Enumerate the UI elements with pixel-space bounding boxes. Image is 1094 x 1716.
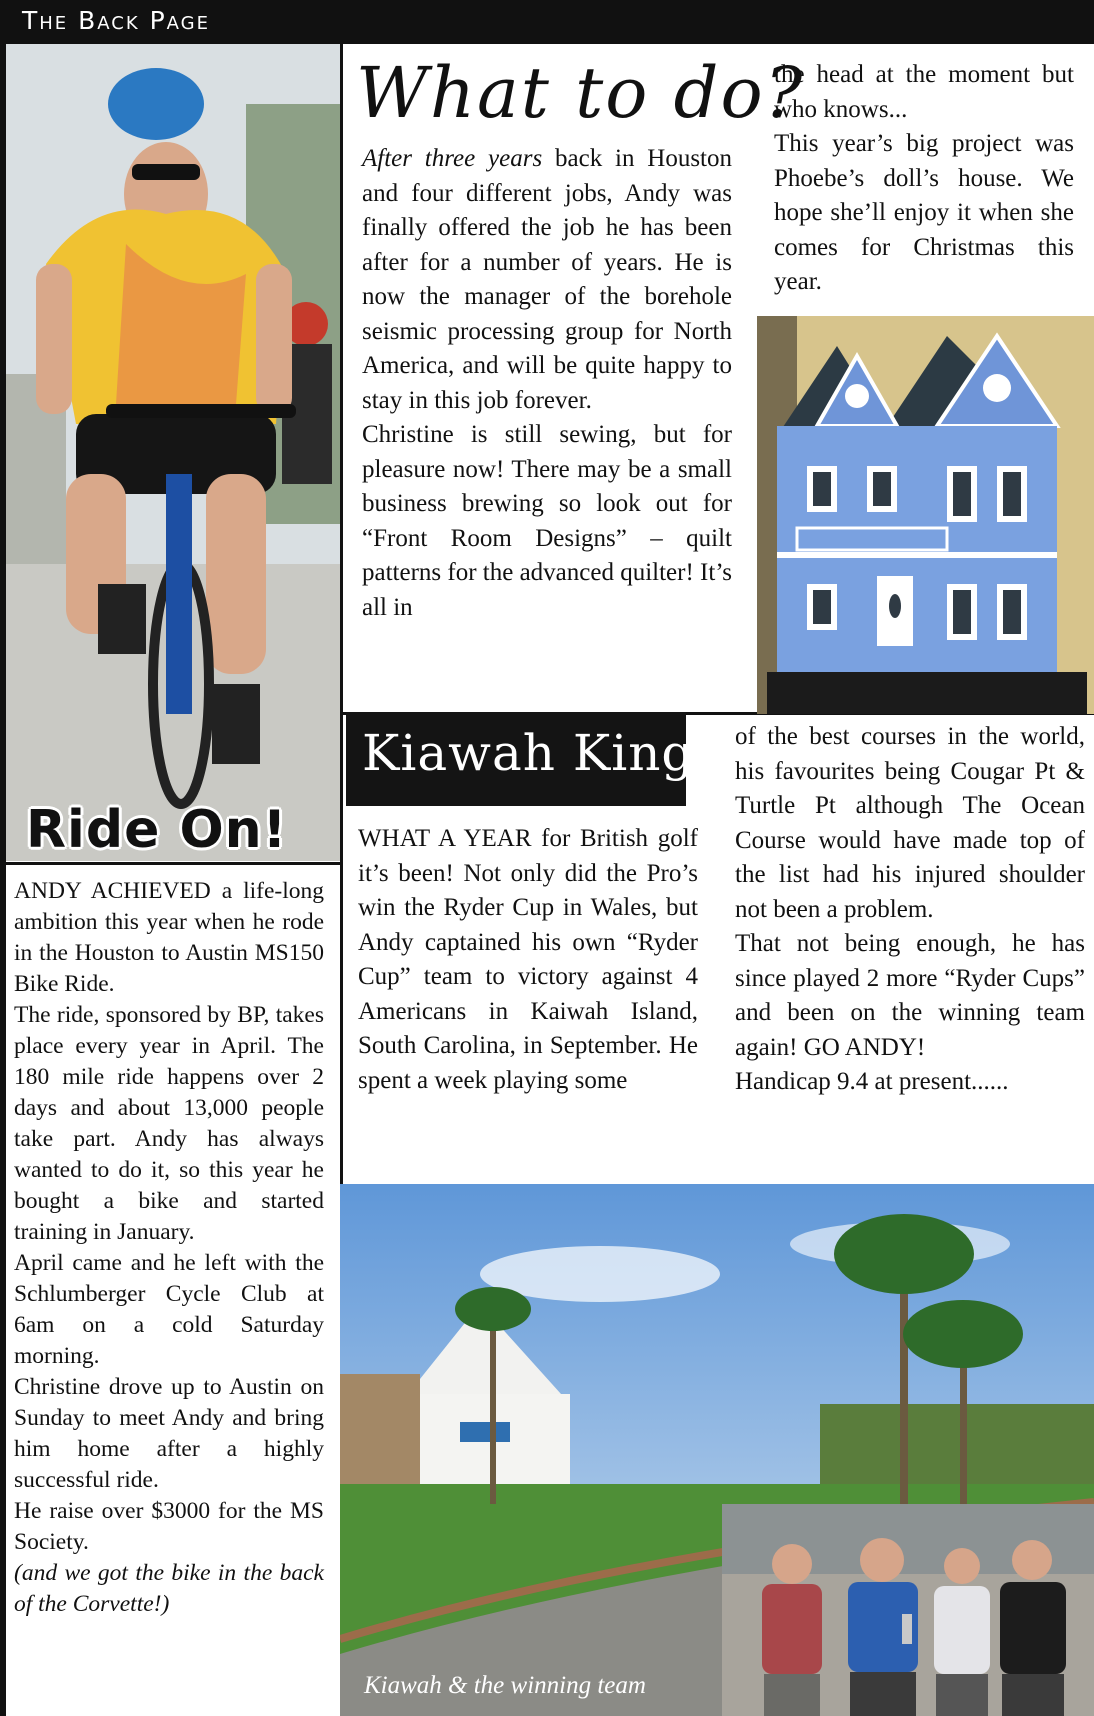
- cyclist-photo: [6, 44, 340, 861]
- kiawah-article-continued: [735, 720, 1085, 1100]
- ride-on-paragraph: He raise over $3000 for the MS Society.: [14, 1498, 324, 1555]
- kiawah-paragraph: of the best courses in the world, his favourites being Cougar Pt & Turtle Pt although The Ocean Course would have made top of the list had his injured shoulder not been a problem.: [735, 723, 1085, 923]
- what-to-do-title: What to do?: [356, 52, 805, 134]
- what-to-do-paragraph: the head at the moment but who knows...: [774, 61, 1074, 123]
- ride-on-heading: Ride On!: [26, 800, 288, 860]
- ride-on-article: [14, 876, 324, 1620]
- ride-on-paragraph: April came and he left with the Schlumberger Cycle Club at 6am on a cold Saturday morning.: [14, 1250, 324, 1369]
- ride-on-paragraph: ANDY ACHIEVED a life-long ambition this year when he rode in the Houston to Austin MS150 Bike Ride.: [14, 878, 324, 997]
- kiawah-paragraph: Handicap 9.4 at present......: [735, 1068, 1009, 1095]
- what-to-do-continued: [774, 58, 1074, 300]
- winning-team-illustration: [722, 1504, 1094, 1716]
- dolls-house-illustration: [757, 316, 1094, 714]
- kiawah-kings-title: Kiawah Kings!: [362, 724, 743, 782]
- what-to-do-paragraph: [362, 142, 732, 418]
- cyclist-illustration: [6, 44, 340, 861]
- dolls-house-photo: [757, 316, 1094, 714]
- kiawah-photo-caption: Kiawah & the winning team: [364, 1672, 646, 1699]
- ride-on-paragraph: The ride, sponsored by BP, takes place every year in April. The 180 mile ride happens over 2 days and about 13,000 people take part. Andy has always wanted to do it, so this year he bought a bike and started training in January.: [14, 1002, 324, 1245]
- what-to-do-paragraph: Christine is still sewing, but for pleasure now! There may be a small business brewing so look out for “Front Room Designs” – quilt patterns for the advanced quilter! It’s all in: [362, 421, 732, 621]
- winning-team-photo: [722, 1504, 1094, 1716]
- ride-on-closing-note: (and we got the bike in the back of the Corvette!): [14, 1560, 324, 1617]
- kiawah-paragraph: That not being enough, he has since played 2 more “Ryder Cups” and been on the winning team again! GO ANDY!: [735, 930, 1085, 1061]
- what-to-do-paragraph: This year’s big project was Phoebe’s doll’s house. We hope she’ll enjoy it when she comes for Christmas this year.: [774, 130, 1074, 295]
- lead-italic: After three years: [362, 145, 543, 172]
- ride-on-paragraph: Christine drove up to Austin on Sunday to meet Andy and bring him home after a highly successful ride.: [14, 1374, 324, 1493]
- photo-divider: [6, 862, 340, 865]
- paragraph-rest: back in Houston and four different jobs, Andy was finally offered the job he has been after for a number of years. He is now the manager of the borehole seismic processing group for North America, and will be quite happy to stay in this job forever.: [362, 145, 732, 414]
- kiawah-paragraph: WHAT A YEAR for British golf it’s been! Not only did the Pro’s win the Ryder Cup in Wales, but Andy captained his own “Ryder Cup” team to victory against 4 Americans in Kaiwah Island, South Carolina, in September. He spent a week playing some: [358, 825, 698, 1094]
- page-title: The Back Page: [22, 6, 210, 35]
- what-to-do-article: [362, 142, 732, 625]
- kiawah-article: [358, 822, 698, 1098]
